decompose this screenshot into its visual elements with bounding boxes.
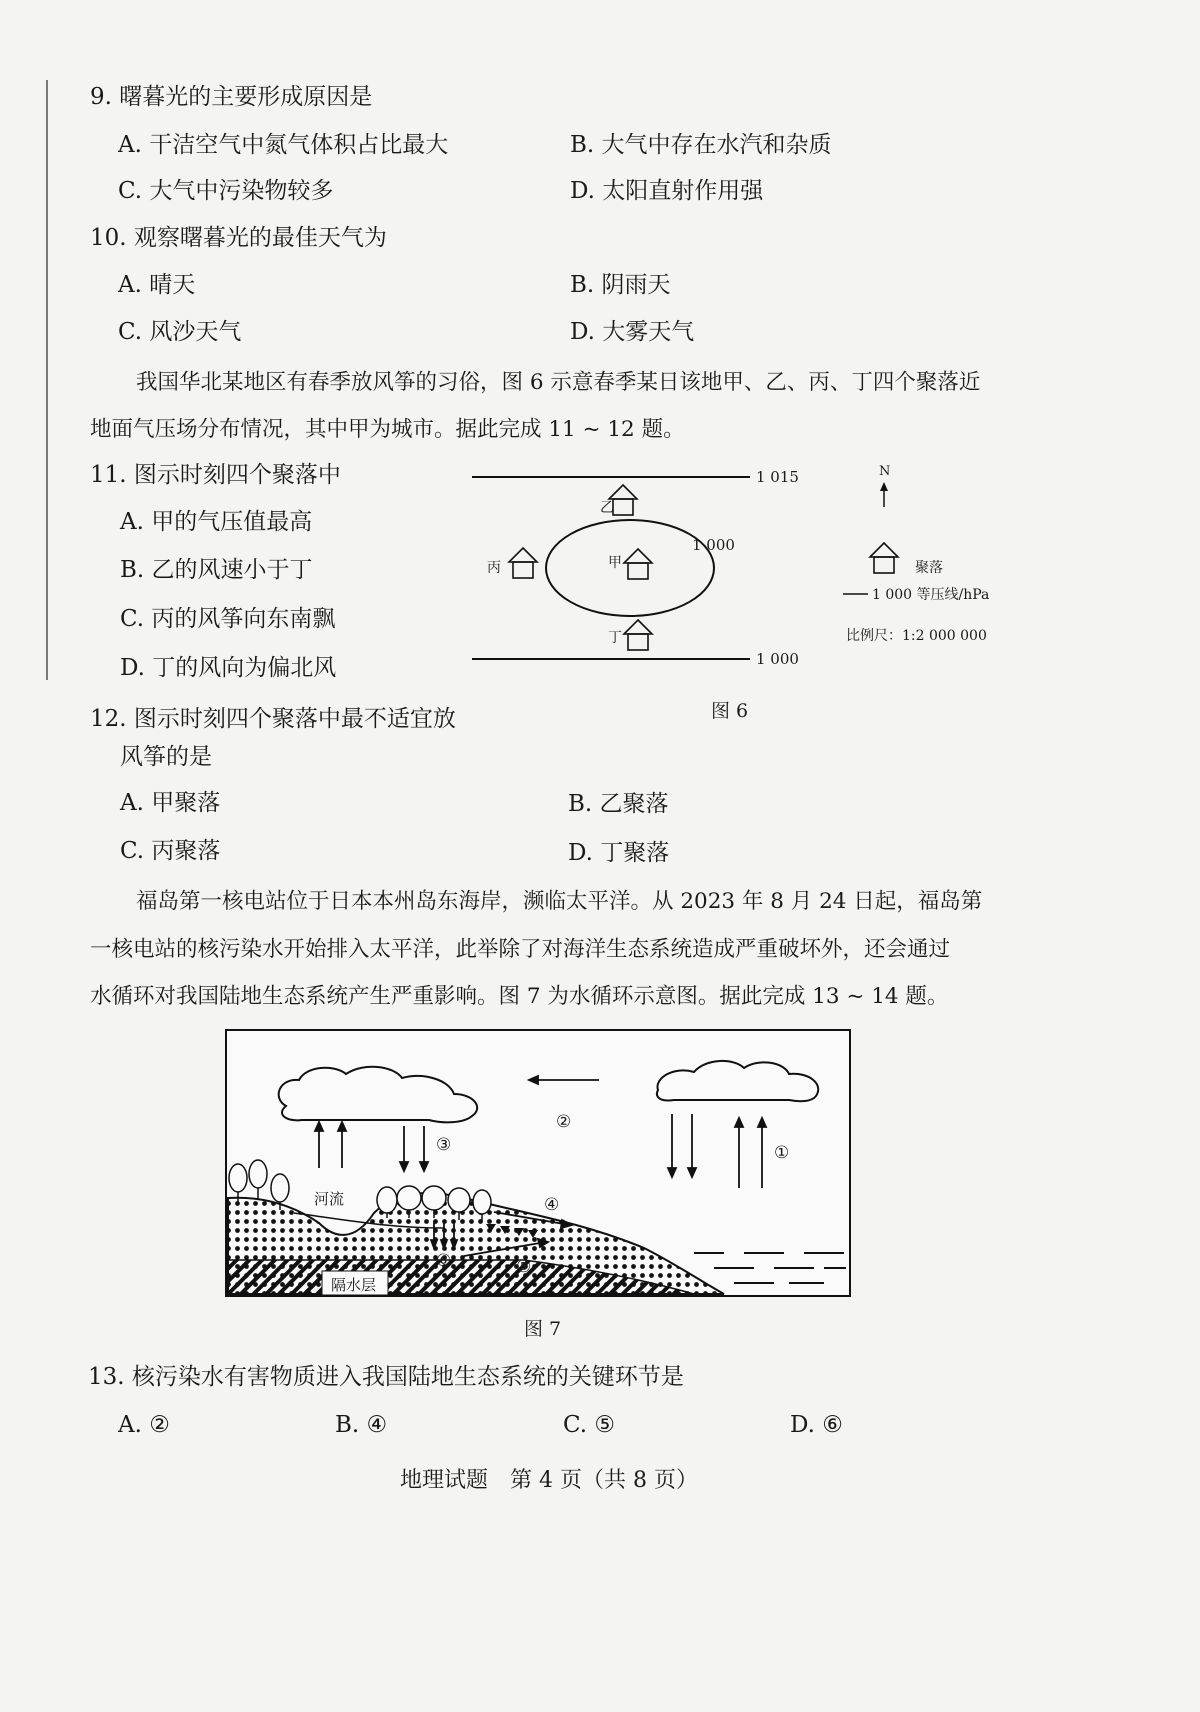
passage1-line1: 我国华北某地区有春季放风筝的习俗，图 6 示意春季某日该地甲、乙、丙、丁四个聚落近	[136, 370, 981, 395]
q11-option-b: B. 乙的风速小于丁	[120, 557, 313, 583]
settlement-yi-label: 乙	[600, 500, 614, 516]
q9-option-d: D. 太阳直射作用强	[570, 178, 764, 204]
isobar-bottom-label: 1 000	[756, 650, 799, 668]
figure-6-pressure-map	[460, 455, 1020, 730]
passage2-line1: 福岛第一核电站位于日本本州岛东海岸，濒临太平洋。从 2023 年 8 月 24 日起，福岛第	[136, 889, 983, 914]
page-footer: 地理试题 第 4 页（共 8 页）	[400, 1468, 698, 1493]
settlement-bing-icon	[509, 548, 537, 578]
figure-6-caption: 图 6	[711, 700, 749, 722]
q10-option-b: B. 阴雨天	[570, 272, 671, 298]
q11-stem: 11. 图示时刻四个聚落中	[90, 462, 341, 488]
q9-stem: 9. 曙暮光的主要形成原因是	[90, 84, 373, 110]
aquiclude-label: 隔水层	[331, 1276, 377, 1294]
q11-option-d: D. 丁的风向为偏北风	[120, 655, 337, 681]
q11-option-a: A. 甲的气压值最高	[120, 509, 313, 535]
q12-stem-line2: 风筝的是	[120, 744, 212, 770]
q10-option-a: A. 晴天	[118, 272, 196, 298]
q13-stem: 13. 核污染水有害物质进入我国陆地生态系统的关键环节是	[88, 1364, 684, 1390]
q12-stem-line1: 12. 图示时刻四个聚落中最不适宜放	[90, 706, 456, 732]
q13-option-b: B. ④	[335, 1412, 388, 1438]
q10-option-c: C. 风沙天气	[118, 319, 242, 345]
isobar-top-label: 1 015	[756, 468, 799, 486]
settlement-jia-icon	[624, 549, 652, 579]
scale-label: 比例尺：1:2 000 000	[846, 628, 987, 644]
legend-settlement-label: 聚落	[915, 560, 943, 576]
label-3: ③	[436, 1135, 452, 1155]
q11-option-c: C. 丙的风筝向东南飘	[120, 606, 336, 632]
q12-option-c: C. 丙聚落	[120, 838, 221, 864]
settlement-ding-icon	[624, 620, 652, 650]
settlement-jia-label: 甲	[608, 555, 622, 571]
infiltration-arrows	[431, 1221, 457, 1248]
q9-option-a: A. 干洁空气中氮气体积占比最大	[118, 132, 449, 158]
river-label: 河流	[314, 1190, 345, 1208]
settlement-bing-label: 丙	[487, 560, 501, 576]
q12-option-a: A. 甲聚落	[120, 790, 221, 816]
north-label: N	[879, 464, 891, 479]
legend-settlement-icon	[870, 543, 898, 573]
isobar-ellipse	[546, 520, 714, 616]
q12-option-d: D. 丁聚落	[568, 840, 670, 866]
passage2-line3: 水循环对我国陆地生态系统产生严重影响。图 7 为水循环示意图。据此完成 13 ~ 14 题。	[90, 984, 949, 1009]
north-arrow-icon	[880, 482, 888, 507]
margin-binding-line	[46, 80, 48, 680]
label-4: ④	[544, 1195, 560, 1215]
q13-option-a: A. ②	[118, 1412, 170, 1438]
label-6: ⑥	[436, 1251, 452, 1271]
label-5: ⑤	[516, 1257, 532, 1277]
passage1-line2: 地面气压场分布情况，其中甲为城市。据此完成 11 ~ 12 题。	[90, 417, 685, 442]
legend-isobar-label: 1 000 等压线/hPa	[872, 587, 990, 603]
figure-7-caption: 图 7	[524, 1318, 562, 1340]
q9-option-b: B. 大气中存在水汽和杂质	[570, 132, 832, 158]
q9-option-c: C. 大气中污染物较多	[118, 178, 334, 204]
figure-7-water-cycle	[224, 1028, 854, 1348]
isobar-ellipse-label: 1 000	[692, 536, 735, 554]
q10-option-d: D. 大雾天气	[570, 319, 695, 345]
q13-option-d: D. ⑥	[790, 1412, 843, 1438]
label-1: ①	[774, 1143, 790, 1163]
settlement-ding-label: 丁	[608, 630, 622, 646]
passage2-line2: 一核电站的核污染水开始排入太平洋，此举除了对海洋生态系统造成严重破坏外，还会通过	[90, 937, 951, 962]
label-2: ②	[556, 1112, 572, 1132]
q10-stem: 10. 观察曙暮光的最佳天气为	[90, 225, 387, 251]
q12-option-b: B. 乙聚落	[568, 791, 669, 817]
q13-option-c: C. ⑤	[563, 1412, 616, 1438]
